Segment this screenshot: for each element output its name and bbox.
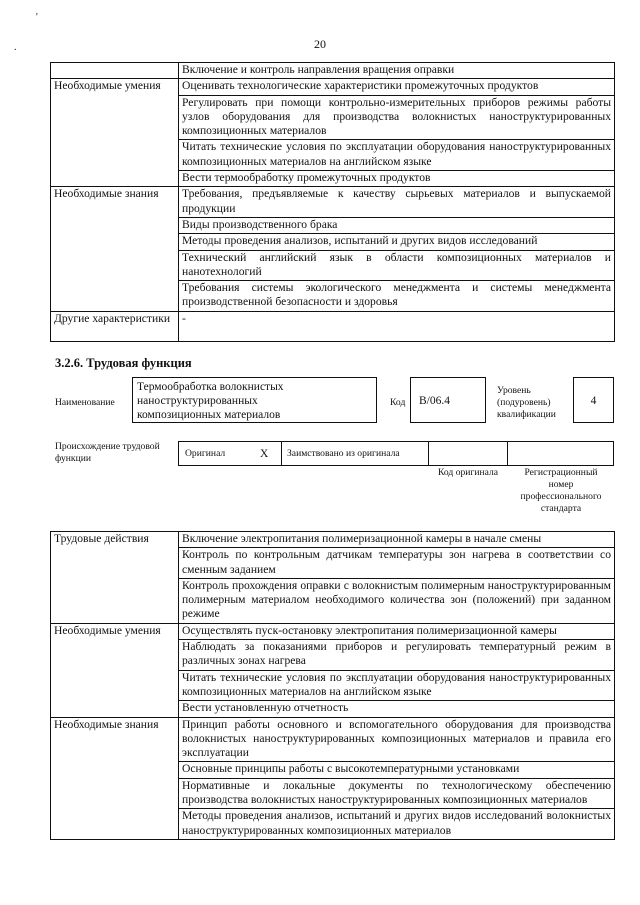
origin-label: Происхождение трудовой функции <box>55 441 160 464</box>
table-cell: Требования системы экологического менеджмента и системы менеджмента производственной безопасности и здоровья <box>179 281 615 312</box>
level-value: 4 <box>590 395 597 407</box>
table-cell: Включение и контроль направления вращения оправки <box>179 63 615 79</box>
table-row <box>51 187 615 218</box>
table-cell: Включение электропитания полимеризационной камеры в начале смены <box>179 532 615 548</box>
table-cell: Читать технические условия по эксплуатации оборудования наноструктурированных композиционных материалов на английском языке <box>179 670 615 701</box>
row-label: Необходимые знания <box>51 717 179 839</box>
table-cell: Методы проведения анализов, испытаний и других видов исследований <box>179 234 615 250</box>
level-box <box>573 377 614 423</box>
table-cell: Вести установленную отчетность <box>179 701 615 717</box>
corner-mark-left: . <box>14 42 17 53</box>
table-row <box>51 532 615 548</box>
table-cell: Нормативные и локальные документы по технологическому обеспечению производства волокнистых наноструктурированных композиционных материалов <box>179 778 615 809</box>
table-cell: - <box>179 311 615 341</box>
origin-code-box <box>428 441 508 466</box>
original-label: Оригинал <box>185 448 226 459</box>
table-cell: Регулировать при помощи контрольно-измерительных приборов режимы работы узлов оборудования для производства волокнистых наноструктурированных композиционных материалов <box>179 95 615 140</box>
table-row <box>51 623 615 639</box>
table-cell: Контроль прохождения оправки с волокнистым полимерным наноструктурированным полимерным материалом необходимого количества зон (положений) при заданном режиме <box>179 578 615 623</box>
level-label: Уровень (подуровень) квалификации <box>497 385 556 420</box>
name-label: Наименование <box>55 397 115 408</box>
table-cell: Требования, предъявляемые к качеству сырьевых материалов и выпускаемой продукции <box>179 187 615 218</box>
table-row <box>51 717 615 762</box>
table-row <box>51 63 615 79</box>
table-cell: Основные принципы работы с высокотемпературными установками <box>179 762 615 778</box>
table-cell: Оценивать технологические характеристики промежуточных продуктов <box>179 79 615 95</box>
table-cell: Виды производственного брака <box>179 217 615 233</box>
name-value: Термообработка волокнистых наноструктурированных композиционных материалов <box>137 381 284 421</box>
table-cell: Технический английский язык в области композиционных материалов и нанотехнологий <box>179 250 615 281</box>
reg-number-caption: Регистрационный номер профессионального стандарта <box>520 467 602 514</box>
table-row <box>51 311 615 341</box>
borrowed-label: Заимствовано из оригинала <box>287 448 400 459</box>
top-table <box>50 62 615 342</box>
code-label: Код <box>390 397 406 408</box>
code-value: В/06.4 <box>419 395 450 407</box>
table-cell: Осуществлять пуск-остановку электропитания полимеризационной камеры <box>179 623 615 639</box>
table-cell-empty <box>51 63 179 79</box>
borrowed-box <box>281 441 429 466</box>
original-mark: X <box>260 448 269 460</box>
row-label: Трудовые действия <box>51 532 179 624</box>
table-cell: Читать технические условия по эксплуатации оборудования наноструктурированных композиционных материалов на английском языке <box>179 140 615 171</box>
section-title: 3.2.6. Трудовая функция <box>55 356 192 370</box>
code-box <box>410 377 486 423</box>
page-number: 20 <box>314 37 326 51</box>
table-cell: Методы проведения анализов, испытаний и других видов исследований волокнистых наноструктурированных композиционных материалов <box>179 809 615 840</box>
table-cell: Принцип работы основного и вспомогательного оборудования для производства волокнистых наноструктурированных композиционных материалов и правила его эксплуатации <box>179 717 615 762</box>
table-row <box>51 79 615 95</box>
row-label: Необходимые умения <box>51 79 179 187</box>
table-cell: Контроль по контрольным датчикам температуры зон нагрева в соответствии со сменным заданием <box>179 548 615 579</box>
bottom-table <box>50 531 615 840</box>
row-label: Необходимые умения <box>51 623 179 717</box>
table-cell: Вести термообработку промежуточных продуктов <box>179 171 615 187</box>
reg-number-box <box>507 441 614 466</box>
original-box <box>178 441 282 466</box>
row-label: Необходимые знания <box>51 187 179 311</box>
corner-mark-top: ' <box>36 12 38 23</box>
row-label: Другие характеристики <box>51 311 179 341</box>
origin-code-caption: Код оригинала <box>437 467 499 478</box>
table-cell: Наблюдать за показаниями приборов и регулировать температурный режим в различных зонах нагрева <box>179 640 615 671</box>
name-box <box>132 377 377 423</box>
